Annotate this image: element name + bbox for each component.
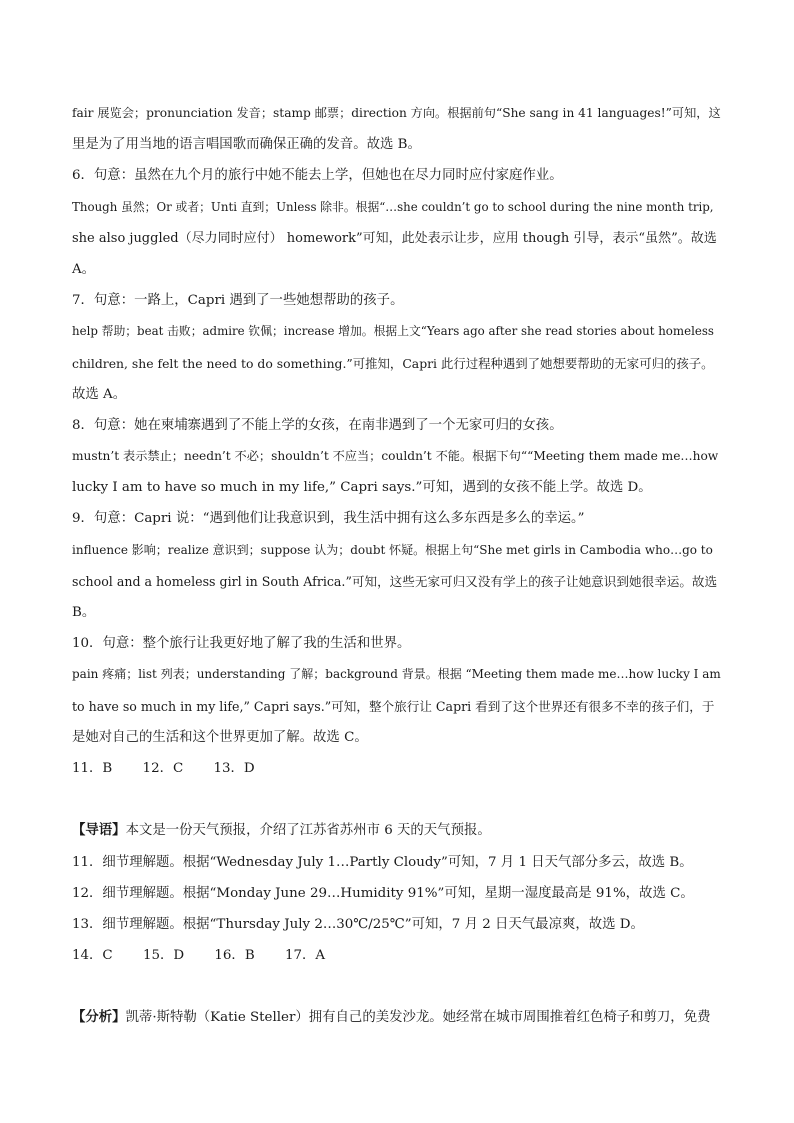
spacer <box>72 784 722 815</box>
text-line: Though 虽然；Or 或者；Unti 直到；Unless 除非。根据“…she couldn’t go to school during the nine month trip, <box>72 199 714 214</box>
spacer <box>72 971 722 1002</box>
text-line: help 帮助；beat 击败；admire 钦佩；increase 增加。根据上文“Years ago after she read stories about homeless <box>72 324 714 339</box>
answer-key-row <box>72 940 722 971</box>
text-line: 故选 A。 <box>72 386 127 402</box>
section-tag: 【分析】 <box>72 1009 126 1026</box>
question-10-heading: 10．句意：整个旅行让我更好地了解了我的生活和世界。 <box>72 636 411 652</box>
section-intro-text: 凯蒂·斯特勒（Katie Steller）拥有自己的美发沙龙。她经常在城市周围推着红色椅子和剪刀，免费 <box>125 1010 711 1026</box>
text-line: 12．细节理解题。根据“Monday June 29…Humidity 91%”可知，星期一湿度最高是 91%，故选 C。 <box>72 885 694 901</box>
text-line: 里是为了用当地的语言唱国歌而确保正确的发音。故选 B。 <box>72 137 421 153</box>
text-line: school and a homeless girl in South Africa.”可知，这些无家可归又没有学上的孩子让她意识到她很幸运。故选 <box>72 573 718 589</box>
text-line: to have so much in my life,” Capri says.”可知，整个旅行让 Capri 看到了这个世界还有很多不幸的孩子们，于 <box>72 698 715 714</box>
answer-item: 15．D <box>142 948 185 964</box>
question-9-heading: 9．句意：Capri 说：“遇到他们让我意识到，我生活中拥有这么多东西是多么的幸运。” <box>72 511 585 527</box>
document-body <box>72 98 722 1034</box>
text-line: fair 展览会；pronunciation 发音；stamp 邮票；direction 方向。根据前句“She sang in 41 languages!”可知，这 <box>72 106 721 120</box>
text-line: pain 疼痛；list 列表；understanding 了解；background 背景。根据 “Meeting them made me…how lucky I am <box>72 667 721 682</box>
question-7-heading: 7．句意：一路上，Capri 遇到了一些她想帮助的孩子。 <box>72 293 404 309</box>
answer-item: 11．B <box>72 760 113 776</box>
section-intro <box>72 1002 722 1033</box>
answer-item: 12．C <box>142 760 184 776</box>
question-8-heading: 8．句意：她在柬埔寨遇到了不能上学的女孩，在南非遇到了一个无家可归的女孩。 <box>72 417 563 433</box>
answer-item: 13．D <box>213 760 255 776</box>
text-line: 11．细节理解题。根据“Wednesday July 1…Partly Cloudy”可知，7 月 1 日天气部分多云，故选 B。 <box>72 854 693 870</box>
text-line: B。 <box>72 605 96 620</box>
text-line: lucky I am to have so much in my life,” Capri says.”可知，遇到的女孩不能上学。故选 D。 <box>72 480 652 496</box>
answer-key-row <box>72 753 722 784</box>
text-line: influence 影响；realize 意识到；suppose 认为；doubt 怀疑。根据上句“She met girls in Cambodia who…go to <box>72 542 713 557</box>
question-6-heading: 6．句意：虽然在九个月的旅行中她不能去上学，但她也在尽力同时应付家庭作业。 <box>72 168 563 184</box>
text-line: A。 <box>72 261 96 277</box>
text-line: mustn’t 表示禁止；needn’t 不必；shouldn’t 不应当；couldn’t 不能。根据下句““Meeting them made me…how <box>72 449 719 464</box>
section-tag: 【导语】 <box>72 822 126 839</box>
text-line: she also juggled（尽力同时应付） homework”可知，此处表示让步，应用 though 引导，表示“虽然”。故选 <box>72 230 717 246</box>
answer-item: 17．A <box>284 948 326 964</box>
section-intro <box>72 815 722 846</box>
answer-item: 14．C <box>72 948 113 964</box>
text-line: children, she felt the need to do something.”可推知，Capri 此行过程种遇到了她想要帮助的无家可归的孩子。 <box>72 355 714 371</box>
section-intro-text: 本文是一份天气预报，介绍了江苏省苏州市 6 天的天气预报。 <box>125 823 491 839</box>
text-line: 13．细节理解题。根据“Thursday July 2…30℃/25℃”可知，7 月 2 日天气最凉爽，故选 D。 <box>72 916 644 932</box>
answer-item: 16．B <box>214 948 255 964</box>
text-line: 是她对自己的生活和这个世界更加了解。故选 C。 <box>72 729 368 745</box>
